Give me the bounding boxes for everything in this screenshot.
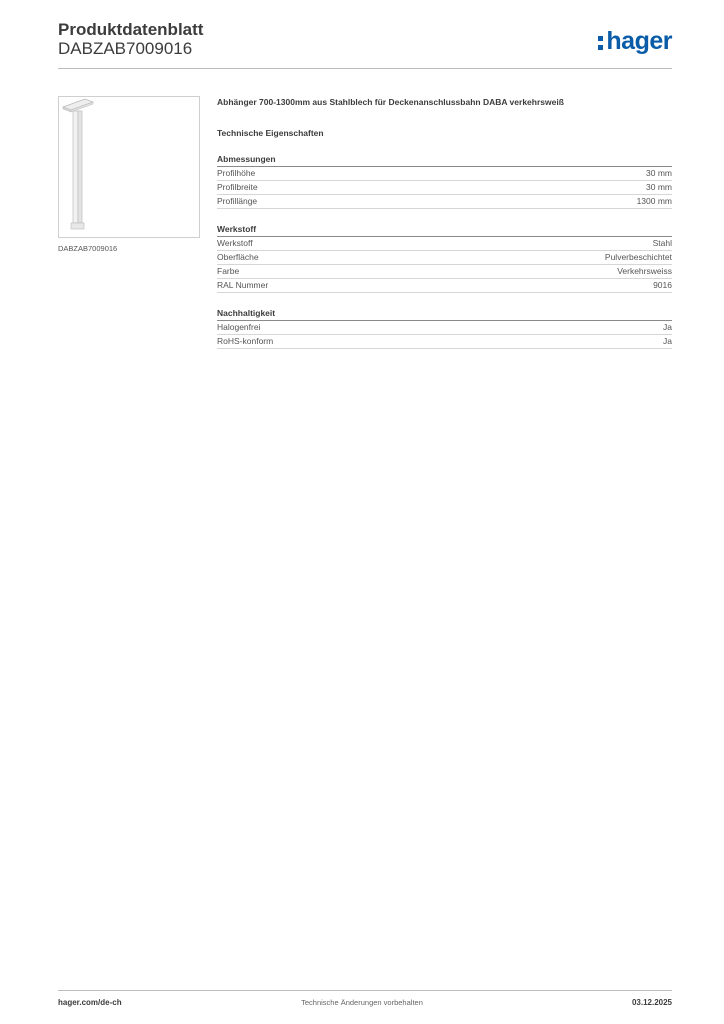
row-label: Oberfläche — [217, 252, 259, 262]
table-row — [217, 251, 672, 265]
row-value: 30 mm — [646, 168, 672, 178]
group-title: Abmessungen — [217, 153, 672, 167]
group-werkstoff — [217, 223, 672, 293]
section-heading: Technische Eigenschaften — [217, 128, 324, 138]
table-row — [217, 321, 672, 335]
ceiling-hanger-product-image — [59, 97, 199, 237]
row-value: Verkehrsweiss — [617, 266, 672, 276]
row-label: RAL Nummer — [217, 280, 269, 290]
row-value: Stahl — [652, 238, 672, 248]
row-value: Pulverbeschichtet — [604, 252, 672, 262]
row-label: Profilhöhe — [217, 168, 256, 178]
table-row — [217, 265, 672, 279]
group-nachhaltigkeit — [217, 307, 672, 349]
table-row — [217, 237, 672, 251]
row-value: Ja — [663, 322, 672, 332]
group-title: Nachhaltigkeit — [217, 307, 672, 321]
main-content — [217, 96, 672, 349]
document-title: Produktdatenblatt — [58, 20, 204, 39]
row-value: 1300 mm — [636, 196, 672, 206]
row-label: Halogenfrei — [217, 322, 261, 332]
group-abmessungen — [217, 153, 672, 209]
table-row — [217, 279, 672, 293]
logo-wordmark: hager — [606, 27, 672, 55]
hager-logo — [598, 28, 672, 54]
table-row — [217, 181, 672, 195]
row-value: 9016 — [653, 280, 672, 290]
footer-disclaimer: Technische Änderungen vorbehalten — [301, 998, 423, 1007]
footer-date: 03.12.2025 — [631, 998, 672, 1007]
row-label: Werkstoff — [217, 238, 253, 248]
table-row — [217, 167, 672, 181]
image-caption: DABZAB7009016 — [58, 244, 118, 253]
header-divider — [58, 68, 672, 69]
table-row — [217, 335, 672, 349]
row-label: Farbe — [217, 266, 240, 276]
row-label: Profilbreite — [217, 182, 258, 192]
row-value: Ja — [663, 336, 672, 346]
product-code: DABZAB7009016 — [58, 39, 193, 58]
logo-colon-icon — [598, 36, 603, 50]
row-label: Profillänge — [217, 196, 258, 206]
product-description: Abhänger 700-1300mm aus Stahlblech für Deckenanschlussbahn DABA verkehrsweiß — [217, 97, 564, 107]
table-row — [217, 195, 672, 209]
footer-divider — [58, 990, 672, 991]
product-image-frame — [58, 96, 200, 238]
footer-website-link[interactable]: hager.com/de-ch — [58, 998, 122, 1007]
row-label: RoHS-konform — [217, 336, 274, 346]
group-title: Werkstoff — [217, 223, 672, 237]
row-value: 30 mm — [646, 182, 672, 192]
